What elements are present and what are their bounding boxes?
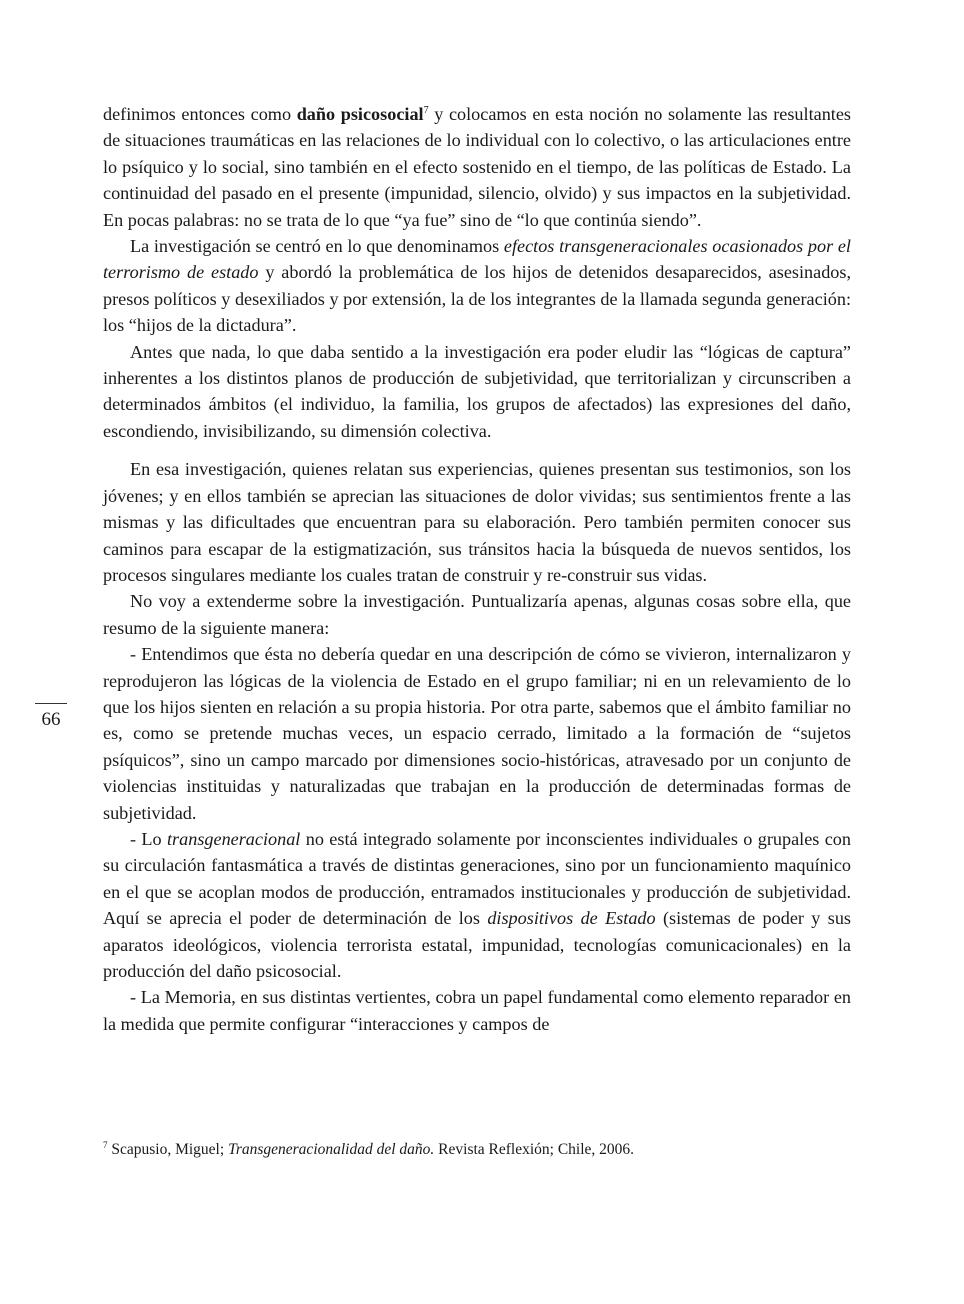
italic-title: Transgeneracionalidad del daño.: [228, 1141, 435, 1158]
footnote-number: 7: [103, 1140, 108, 1150]
italic-term: efectos transgeneracionales ocasionados por el terrorismo de estado: [103, 236, 851, 283]
footnote: [103, 1139, 863, 1161]
text-span: Revista Reflexión; Chile, 2006.: [434, 1141, 635, 1158]
bold-term: daño psicosocial: [296, 104, 424, 124]
footnote-reference[interactable]: 7: [423, 105, 429, 116]
text-span: definimos entonces como: [103, 104, 297, 124]
page-number: 66: [41, 709, 61, 730]
text-span: - Lo: [130, 828, 167, 849]
italic-term: transgeneracional: [167, 828, 301, 849]
paragraph-8: - La Memoria, en sus distintas vertientes, cobra un papel fundamental como elemento reparador en la medida que permite configurar “interacciones y campos de: [103, 987, 851, 1034]
paragraph-7: [103, 826, 851, 984]
paragraph-6: - Entendimos que ésta no debería quedar en una descripción de cómo se vivieron, internalizaron y reprodujeron las lógicas de la violencia de Estado en el grupo familiar; ni en un relevamiento de lo que los hijos sienten en relación a su propia historia. Por otra parte, sabemos que el ámbito familiar no es, como se pretende muchas veces, un espacio cerrado, limitado a la formación de “sujetos psíquicos”, sino un campo marcado por dimensiones socio-históricas, atravesado por un conjunto de violencias instituidas y naturalizadas que trabajan en la producción de determinadas formas de subjetividad.: [103, 644, 851, 823]
paragraph-2: [103, 233, 851, 339]
body-text: [103, 101, 851, 1037]
page-number-rule: [35, 703, 67, 704]
paragraph-4: En esa investigación, quienes relatan sus experiencias, quienes presentan sus testimonios, son los jóvenes; y en ellos también se aprecian las situaciones de dolor vividas; sus sentimientos frente a las mismas y las dificultades que encuentran para su elaboración. Pero también permiten conocer sus caminos para escapar de la estigmatización, sus tránsitos hacia la búsqueda de nuevos sentidos, los procesos singulares mediante los cuales tratan de construir y re-construir sus vidas.: [103, 459, 851, 585]
paragraph-5: No voy a extenderme sobre la investigación. Puntualizaría apenas, algunas cosas sobre ella, que resumo de la siguiente manera:: [103, 591, 851, 638]
paragraph-3: Antes que nada, lo que daba sentido a la investigación era poder eludir las “lógicas de captura” inherentes a los distintos planos de producción de subjetividad, que territorializan y circunscriben a determinados ámbitos (el individuo, la familia, los grupos de afectados) las expresiones del daño, escondiendo, invisibilizando, su dimensión colectiva.: [103, 341, 851, 441]
text-span: (sistemas de poder y sus aparatos ideológicos, violencia terrorista estatal, impunidad, tecnologías comunicacionales) en la producción del daño psicosocial.: [103, 908, 852, 981]
italic-term: dispositivos de Estado: [487, 908, 656, 929]
text-span: y abordó la problemática de los hijos de detenidos desaparecidos, asesinados, presos políticos y desexiliados y por extensión, la de los integrantes de la llamada segunda generación: los “hijos de la dictadura”.: [103, 262, 852, 336]
text-span: La investigación se centró en lo que denominamos: [130, 236, 504, 257]
text-span: no está integrado solamente por inconscientes individuales o grupales con su circulación fantasmática a través de distintas generaciones, sino por un funcionamiento maquínico en el que se acoplan modos de producción, entramados institucionales y producción de subjetividad. Aquí se aprecia el poder de determinación de los: [103, 828, 851, 929]
paragraph-1: [103, 101, 851, 233]
text-span: Scapusio, Miguel;: [107, 1141, 229, 1158]
text-span: y colocamos en esta noción no solamente las resultantes de situaciones traumáticas en las relaciones de lo individual con lo colectivo, o las articulaciones entre lo psíquico y lo social, sino también en el efecto sostenido en el tiempo, de las políticas de Estado. La continuidad del pasado en el presente (impunidad, silencio, olvido) y sus impactos en la subjetividad. En pocas palabras: no se trata de lo que “ya fue” sino de “lo que continúa siendo”.: [103, 104, 851, 230]
